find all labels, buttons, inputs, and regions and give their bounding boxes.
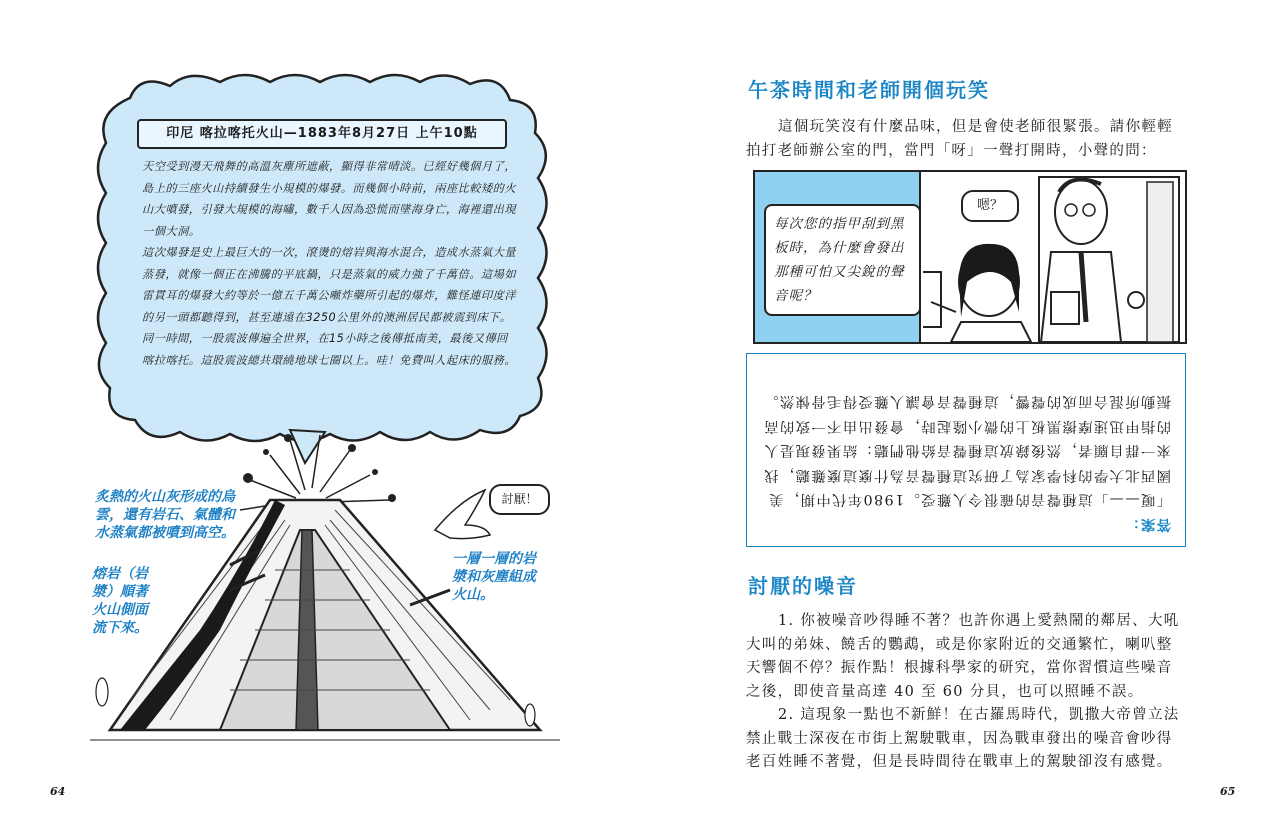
comic-panel [753,170,1187,344]
left-page [0,0,642,832]
right-page [642,0,1285,832]
comic-student-speech: 每次您的指甲刮到黑板時，為什麼會發出那種可怕又尖銳的聲音呢？ [764,204,921,316]
bird-speech-bubble: 討厭！ [489,484,550,515]
noise-paragraph-2: 2. 這現象一點也不新鮮！在古羅馬時代，凱撒大帝曾立法禁止戰士深夜在市街上駕駛戰車，因為戰車發出的噪音會吵得老百姓睡不著覺，但是長時間待在戰車上的駕駛卻沒有感覺。 [746,707,1180,770]
label-ash-cloud: 炙熱的火山灰形成的烏雲，還有岩石、氣體和水蒸氣都被噴到高空。 [95,489,235,541]
speech-cloud [90,68,555,468]
intro-paragraph: 這個玩笑沒有什麼品味，但是會使老師很緊張。請你輕輕拍打老師辦公室的門，當門「呀」一聲打開時，小聲的問： [746,119,1173,159]
cloud-body [142,156,518,371]
cloud-title: 印尼 喀拉喀托火山—1883年8月27日 上午10點 [137,119,507,149]
noise-paragraph-1: 1. 你被噪音吵得睡不著？也許你遇上愛熱鬧的鄰居、大吼大叫的弟妹、饒舌的鸚鵡，或是你家附近的交通繁忙，喇叭整天響個不停？振作點！根據科學家的研究，當你習慣這些噪音之後，即使音量高達 40 至 60 分貝，也可以照睡不誤。 [746,613,1180,700]
label-layers: 一層一層的岩漿和灰塵組成火山。 [452,551,536,603]
answer-upside-down [761,364,1171,536]
cloud-paragraph: 這次爆發是史上最巨大的一次，滾燙的熔岩與海水混合，造成水蒸氣大量蒸發，就像一個正在沸騰的平底鍋，只是蒸氣的威力強了千萬倍。這場如雷貫耳的爆發大約等於一億五千萬公噸炸藥所引起的爆炸，難怪連印度洋的另一頭都聽得到，甚至連遠在3250公里外的澳洲居民都被震到床下。 [142,246,517,324]
answer-text: 「嗄——」這種聲音的確很令人難受。1980年代中期，美國西北大學的科學家為了研究這種聲音為什麼這麼難聽，找來一群自願者，然後錄放這種聲音給他們聽：結果發現是人的指甲迅速摩擦黑板上的微小隆起時，會發出由不一致的高振動所混合而成的聲響，這種聲音會讓人難受得毛骨悚然。 [762,393,1171,508]
cloud-paragraph: 天空受到漫天飛舞的高溫灰塵所遮蔽，顯得非常晴淡。已經好幾個月了，島上的三座火山持續發生小規模的爆發。而幾個小時前，兩座比較矮的火山大噴發，引發大規模的海嘯，數千人因為恐慌而墜海身亡，海裡還出現一個大洞。 [142,160,517,238]
answer-box [746,353,1186,547]
answer-label: 答案： [1123,516,1171,532]
heading-noise: 討厭的噪音 [748,574,858,598]
page-number-right: 65 [1220,785,1236,798]
heading-prank: 午茶時間和老師開個玩笑 [748,78,990,102]
label-lava: 熔岩（岩漿）順著火山側面流下來。 [92,566,148,636]
comic-teacher-speech: 嗯？ [961,190,1019,222]
cloud-paragraph: 同一時間，一股震波傳遍全世界，在15小時之後傳抵南美，最後又傳回喀拉喀托。這股震波總共環繞地球七圈以上。哇！免費叫人起床的服務。 [142,332,517,367]
page-number-left: 64 [50,785,66,798]
